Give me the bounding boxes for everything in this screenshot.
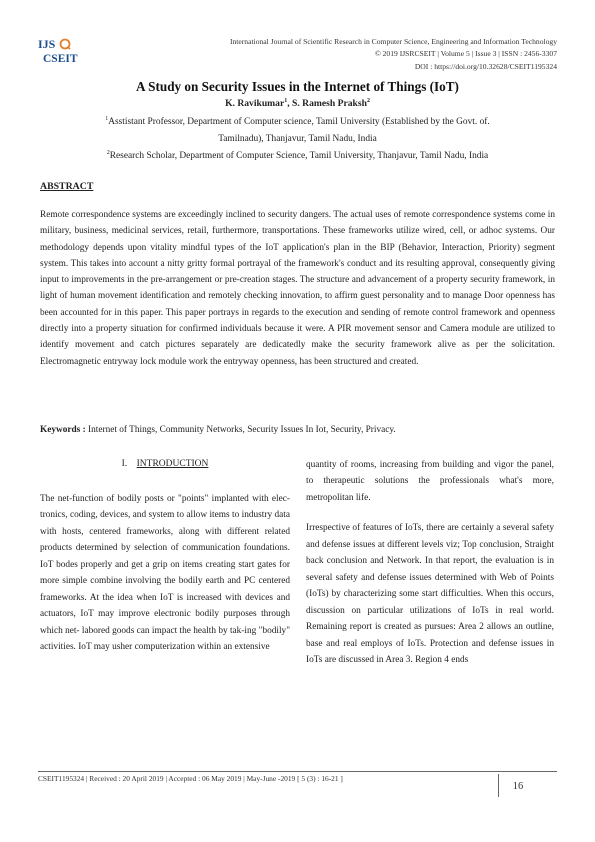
abstract-body: Remote correspondence systems are exceedingly inclined to security dangers. The actual uses of remote correspondence systems come in military, business, medicinal services, retail, furthermore, transportations. These frameworks utilize wired, cell, or adhoc systems. Our methodology depends upon vitality mindful types of the IoT application's plan in the BIP (Behavior, Interaction, Priority) segment system. This takes into account a nitty gritty formal portrayal of the framework's conduct and its resulting approval, consequently giving input to improvements in the pre-arrangement or pre-creation stages. The structure and advancement of a property security framework, in light of human movement identification and remotely checking innovation, to affirm guest personality and to manage Door openness has been accounted for in this paper. This paper portrays in regards to the execution and sending of remote control framework and openness directly into a property situation for confirmed individuals because it were. A PIR movement sensor and Camera module are utilized to identify movement and catch pictures separately are dedicatedly make the security framework alive as per the solicitation. Electromagnetic entryway lock module work the entryway openness, has been structured and created.	[40, 210, 555, 367]
journal-volume-info: © 2019 IJSRCSEIT | Volume 5 | Issue 3 | ISSN : 2456-3307	[374, 49, 557, 58]
keywords-text: Internet of Things, Community Networks, Security Issues In Iot, Security, Privacy.	[85, 425, 396, 435]
author-name: K. Ravikumar	[225, 98, 285, 109]
section-heading-introduction	[40, 459, 290, 469]
intro-paragraph: quantity of rooms, increasing from building and vigor the panel, to therapeutic solutions the professionals what's more, metropolitan life.	[306, 460, 554, 503]
doi-link[interactable]: DOI : https://doi.org/10.32628/CSEIT1195324	[414, 62, 557, 71]
section-number: I.	[121, 459, 128, 469]
affiliation-text: Tamilnadu), Thanjavur, Tamil Nadu, India	[218, 133, 377, 144]
keywords-line	[40, 425, 555, 435]
page-number: 16	[512, 781, 524, 792]
footer-divider	[38, 771, 557, 772]
journal-name: International Journal of Scientific Research in Computer Science, Engineering and Information Technology	[229, 37, 557, 46]
ijscseit-logo-icon	[38, 36, 84, 66]
paper-title: A Study on Security Issues in the Internet of Things (IoT)	[136, 79, 459, 94]
intro-paragraph: Irrespective of features of IoTs, there are certainly a several safety and defense issues at different levels viz; Top conclusion, Straight back conclusion and Network. In that report, the evaluation is in several safety and defense issues determined with Web of Points (IoTs) by characterizing some start difficulties. When this occurs, discussion on particular utilizations of IoTs in real world. Remaining report is created as pursues: Area 2 allows an outline, base and real employs of IoTs. Protection and defense issues in IoTs are discussed in Area 3. Region 4 ends	[306, 523, 554, 665]
svg-text:IJS: IJS	[38, 37, 56, 51]
author-superscript: 1	[284, 97, 288, 104]
footer-citation: CSEIT1195324 | Received : 20 April 2019 | Accepted : 06 May 2019 | May-June -2019 [ 5 (3) : 16-21 ]	[38, 774, 343, 783]
svg-text:CSEIT: CSEIT	[43, 53, 78, 65]
intro-right-column	[306, 457, 554, 668]
keywords-label: Keywords :	[40, 425, 86, 435]
affiliation-text: Asstistant Professor, Department of Computer science, Tamil University (Established by the Govt. of.	[108, 117, 490, 127]
author-name: S. Ramesh Praksh	[292, 98, 367, 109]
affiliation-superscript: 1	[105, 115, 109, 122]
section-title: INTRODUCTION	[136, 459, 209, 469]
affiliation-text: Research Scholar, Department of Computer Science, Tamil University, Thanjavur, Tamil Nadu, India	[109, 151, 489, 161]
affiliation-1	[40, 114, 555, 147]
intro-left-paragraph: The net-function of bodily posts or "points" implanted with elec-tronics, coding, devices, and system to allow items to industry data with hosts, centered frameworks, along with different related products determined by selection of communication foundations. IoT bodes properly and get a grip on items creating start gates for more simple combine involving the bodily earth and PC centered frameworks. At the idea when IoT is increased with devices and actuators, IoT may improve electronic bodily purposes through which net- labored goods can impact the health by tak-ing "bodily" activities. IoT may usher computerization within an extensive	[40, 494, 290, 653]
author-list	[0, 98, 595, 109]
abstract-heading: ABSTRACT	[40, 181, 94, 192]
journal-logo	[38, 36, 84, 66]
author-separator: ,	[287, 98, 293, 109]
author-superscript: 2	[366, 97, 370, 104]
affiliation-superscript: 2	[106, 149, 110, 156]
affiliation-2	[40, 148, 555, 165]
